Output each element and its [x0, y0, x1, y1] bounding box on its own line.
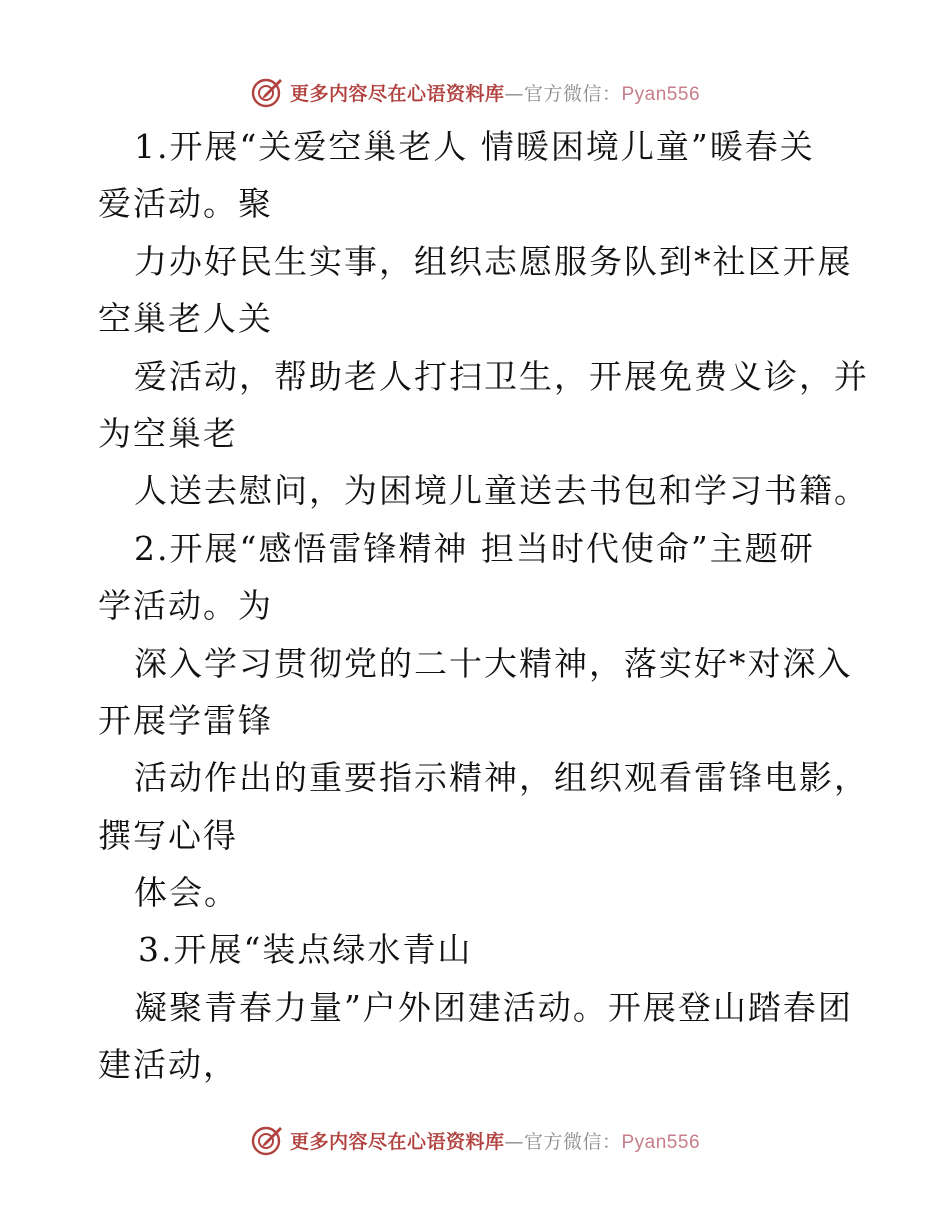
body-line: 体会。 [134, 873, 239, 913]
body-line: 2.开展“感悟雷锋精神 担当时代使命”主题研 [134, 528, 815, 568]
watermark-brand: 更多内容尽在心语资料库 [289, 1130, 505, 1153]
body-line: 深入学习贯彻党的二十大精神，落实好*对深入 [134, 643, 853, 683]
body-line: 为空巢老 [98, 413, 238, 453]
watermark-wechat-label: 官方微信： [523, 82, 622, 105]
body-line: 爱活动，帮助老人打扫卫生，开展免费义诊，并 [134, 356, 869, 396]
watermark-dash: — [504, 1130, 524, 1153]
watermark-wechat-id: Pyan556 [621, 83, 701, 105]
body-line: 撰写心得 [98, 815, 238, 855]
watermark-text [290, 1127, 700, 1154]
document-body [98, 118, 869, 1094]
body-line: 1.开展“关爱空巢老人 情暖困境儿童”暖春关 [134, 127, 815, 166]
body-line: 开展学雷锋 [98, 700, 273, 740]
pen-logo-icon [250, 1123, 284, 1157]
body-line: 凝聚青春力量”户外团建活动。开展登山踏春团 [134, 987, 853, 1027]
body-line: 爱活动。聚 [98, 184, 273, 224]
body-line: 学活动。为 [98, 586, 273, 626]
watermark-text [290, 79, 700, 106]
watermark-wechat-id: Pyan556 [621, 1131, 701, 1153]
watermark-wechat-label: 官方微信： [523, 1130, 622, 1153]
watermark-dash: — [504, 82, 524, 105]
pen-logo-icon [250, 75, 284, 109]
body-line: 活动作出的重要指示精神，组织观看雷锋电影， [134, 758, 869, 798]
body-line: 建活动， [98, 1045, 238, 1085]
body-line: 3.开展“装点绿水青山 [138, 930, 473, 970]
body-line: 人送去慰问，为困境儿童送去书包和学习书籍。 [134, 471, 869, 511]
body-line: 力办好民生实事，组织志愿服务队到*社区开展 [134, 241, 853, 281]
footer-watermark [0, 1118, 950, 1162]
watermark-brand: 更多内容尽在心语资料库 [289, 82, 505, 105]
body-line: 空巢老人关 [98, 299, 273, 339]
header-watermark [0, 70, 950, 114]
